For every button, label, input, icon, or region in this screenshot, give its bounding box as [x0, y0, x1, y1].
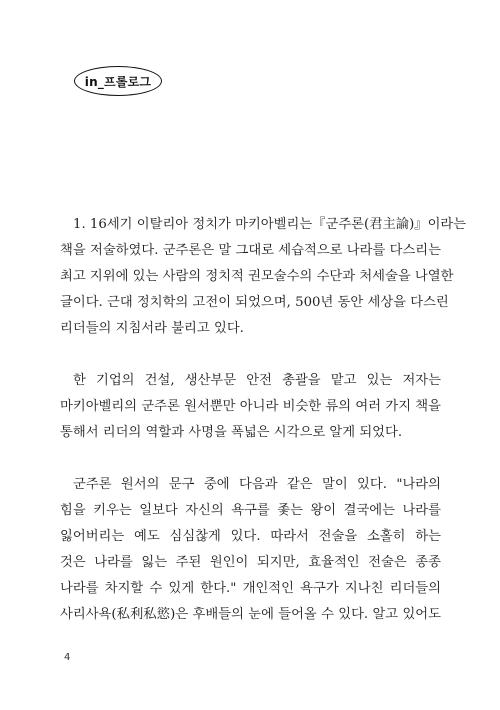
text-line: 책을 저술하였다. 군주론은 말 그대로 세습적으로 나라를 다스리는 — [60, 243, 441, 258]
section-label: in_프롤로그 — [84, 74, 152, 89]
page-number: 4 — [64, 652, 71, 663]
text-line: 나라를 차지할 수 있게 한다." 개인적인 욕구가 지나친 리더들의 — [60, 581, 441, 596]
text-line: 마키아벨리의 군주론 원서뿐만 아니라 비슷한 류의 여러 가지 책을 — [60, 399, 441, 414]
paragraph-3 — [60, 472, 441, 628]
text-line: 리더들의 지침서라 불리고 있다. — [60, 321, 244, 336]
paragraph-2 — [60, 368, 441, 446]
text-line: 1. 16세기 이탈리아 정치가 마키아벨리는『군주론(君主論)』이라는 — [73, 217, 467, 232]
paragraph-gap — [60, 446, 441, 472]
section-label-badge — [74, 66, 162, 96]
text-line: 최고 지위에 있는 사람의 정치적 권모술수의 수단과 처세술을 나열한 — [60, 269, 454, 284]
text-line: 힘을 키우는 일보다 자신의 욕구를 좇는 왕이 결국에는 나라를 — [60, 503, 441, 518]
text-line: 것은 나라를 잃는 주된 원인이 되지만, 효율적인 전술은 종종 — [60, 555, 441, 570]
paragraph-1 — [60, 212, 467, 342]
paragraph-gap — [60, 342, 441, 368]
text-line: 군주론 원서의 문구 중에 다음과 같은 말이 있다. "나라의 — [73, 477, 441, 492]
text-line: 잃어버리는 예도 심심찮게 있다. 따라서 전술을 소홀히 하는 — [60, 529, 441, 544]
body-text — [60, 212, 467, 628]
text-line: 글이다. 근대 정치학의 고전이 되었으며, 500년 동안 세상을 다스린 — [60, 295, 449, 310]
text-line: 사리사욕(私利私慾)은 후배들의 눈에 들어올 수 있다. 알고 있어도 — [60, 607, 441, 622]
text-line: 한 기업의 건설, 생산부문 안전 총괄을 맡고 있는 저자는 — [73, 373, 441, 388]
text-line: 통해서 리더의 역할과 사명을 폭넓은 시각으로 알게 되었다. — [60, 425, 403, 440]
